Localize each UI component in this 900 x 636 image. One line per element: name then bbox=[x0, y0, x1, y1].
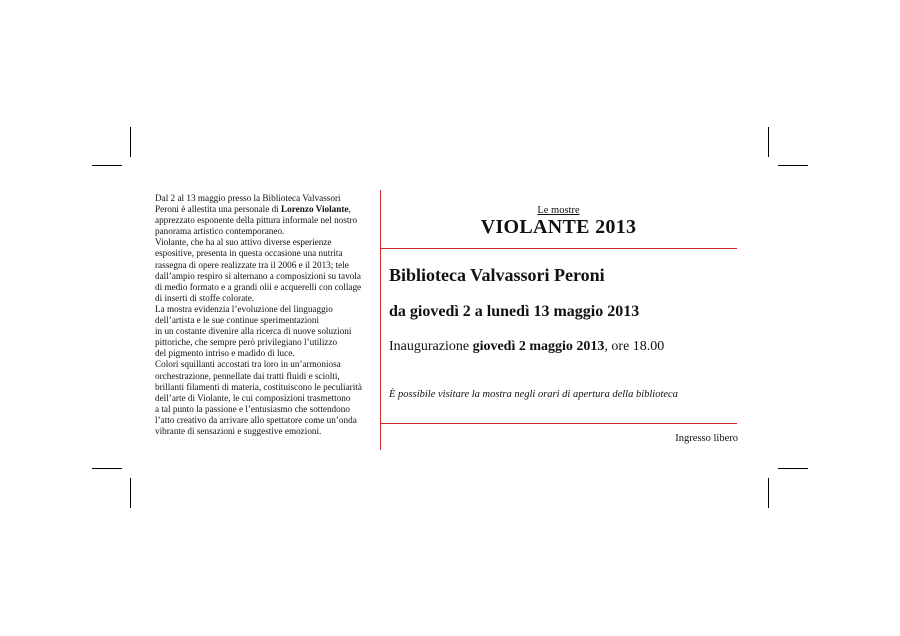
description-line: La mostra evidenzia l’evoluzione del linguaggio bbox=[155, 303, 333, 314]
crop-mark bbox=[92, 165, 122, 166]
crop-mark bbox=[778, 165, 808, 166]
opening-date: giovedì 2 maggio 2013 bbox=[472, 339, 605, 354]
description-line: brillanti filamenti di materia, costituiscono le peculiarità bbox=[155, 381, 362, 392]
exhibition-title: VIOLANTE 2013 bbox=[480, 216, 637, 238]
description-line: apprezzato esponente della pittura informale nel nostro bbox=[155, 215, 358, 226]
crop-mark bbox=[778, 468, 808, 469]
description-line: dall’ampio respiro si alternano a composizioni su tavola bbox=[155, 270, 361, 281]
description-line: in un costante divenire alla ricerca di nuove soluzioni bbox=[155, 326, 352, 337]
description-line: l’atto creativo da arrivare allo spettatore come un’onda bbox=[155, 414, 357, 425]
description-line: orchestrazione, pennellate dai tratti fluidi e sciolti, bbox=[155, 370, 340, 381]
description-line: panorama artistico contemporaneo. bbox=[155, 226, 285, 237]
entry-note: Ingresso libero bbox=[675, 433, 738, 444]
title-divider bbox=[380, 248, 737, 249]
crop-mark bbox=[768, 127, 769, 157]
description-line: dell’artista e le sue continue sperimentazioni bbox=[155, 315, 320, 326]
artist-name: Lorenzo Violante bbox=[281, 204, 349, 215]
description-line: espositive, presenta in questa occasione una nutrita bbox=[155, 248, 343, 259]
description-line: a tal punto la passione e l’entusiasmo che sottendono bbox=[155, 403, 350, 414]
description-line: dell’arte di Violante, le cui composizioni trasmettono bbox=[155, 392, 351, 403]
footer-divider bbox=[380, 423, 737, 424]
description-line: Colori squillanti accostati tra loro in un’armoniosa bbox=[155, 359, 341, 370]
description-line: di inserti di stoffe colorate. bbox=[155, 292, 255, 303]
venue-name: Biblioteca Valvassori Peroni bbox=[389, 265, 605, 285]
description-line: Violante, che ha al suo attivo diverse esperienze bbox=[155, 237, 332, 248]
crop-mark bbox=[768, 478, 769, 508]
exhibition-dates: da giovedì 2 a lunedì 13 maggio 2013 bbox=[389, 303, 640, 320]
description-line: vibrante di sensazioni e suggestive emozioni. bbox=[155, 425, 322, 436]
description-line: rassegna di opere realizzate tra il 2006 e il 2013; tele bbox=[155, 259, 349, 270]
crop-mark bbox=[130, 478, 131, 508]
description-line: pittoriche, che sempre però privilegiano l’utilizzo bbox=[155, 337, 338, 348]
description-line: del pigmento intriso e madido di luce. bbox=[155, 348, 295, 359]
description-line: Peroni è allestita una personale di Lorenzo Violante, bbox=[155, 204, 351, 215]
crop-mark bbox=[92, 468, 122, 469]
crop-mark bbox=[130, 127, 131, 157]
description-line: di medio formato e a grandi olii e acquerelli con collage bbox=[155, 281, 362, 292]
exhibition-description bbox=[155, 193, 377, 437]
section-eyebrow: Le mostre bbox=[537, 205, 580, 216]
visiting-note: È possibile visitare la mostra negli orari di apertura della biblioteca bbox=[389, 389, 678, 400]
description-line: Dal 2 al 13 maggio presso la Biblioteca Valvassori bbox=[155, 193, 341, 203]
opening-info: Inaugurazione giovedì 2 maggio 2013, ore 18.00 bbox=[389, 339, 665, 354]
